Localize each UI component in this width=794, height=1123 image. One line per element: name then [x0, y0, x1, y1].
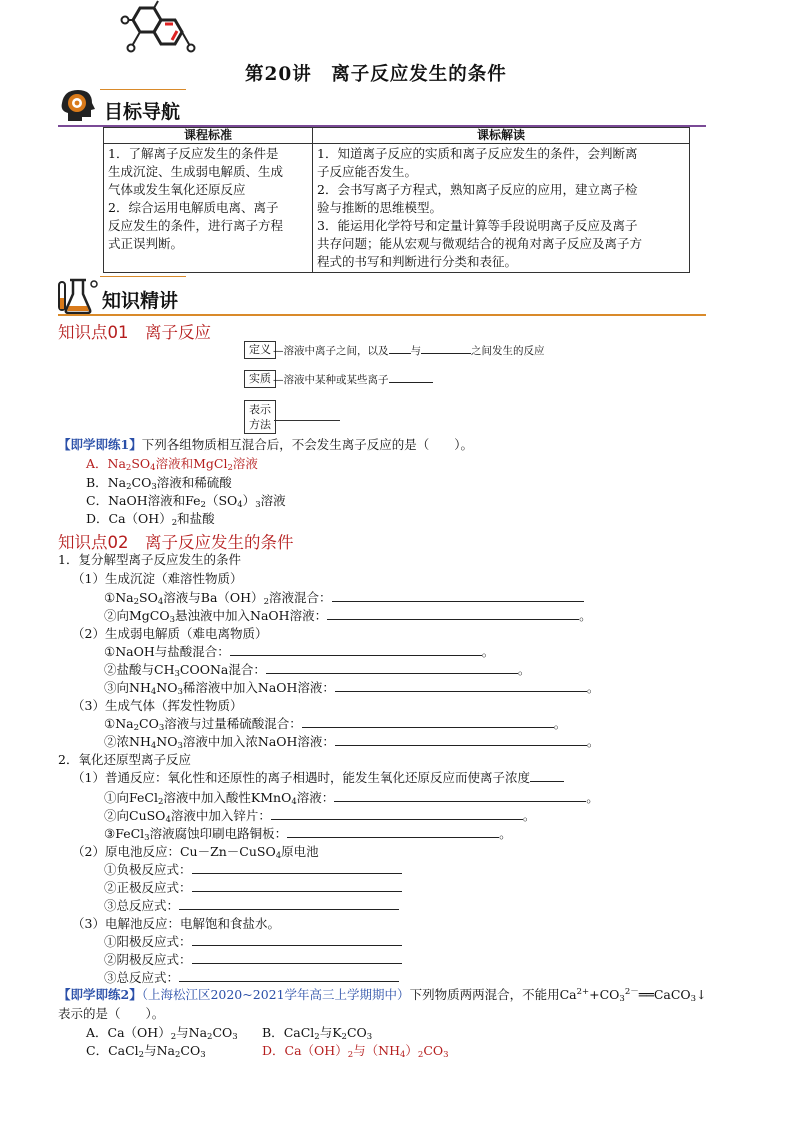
option-letter: C． [86, 1043, 109, 1058]
text: ══CaCO [638, 987, 691, 1002]
kp2-s2: 2．氧化还原型离子反应 [58, 752, 191, 767]
formula-part: CaCl [283, 1025, 315, 1040]
goals-col1-line: 气体或发生氧化还原反应 [108, 182, 246, 197]
practice1-question-text: 下列各组物质相互混合后，不会发生离子反应的是（ ）。 [141, 437, 473, 452]
sup: 2+ [576, 987, 590, 997]
formula-sub: 2 [200, 500, 206, 510]
formula-sub: 2 [417, 1050, 424, 1060]
period: 。 [586, 680, 600, 695]
formula-sub: 2 [171, 518, 178, 528]
goals-col2-header: 课标解读 [313, 128, 690, 144]
answer-blank[interactable] [192, 861, 402, 874]
text: 溶液中加入酸性KMnO [163, 790, 292, 805]
practice1-option-b[interactable] [86, 474, 232, 491]
formula-sub: 3 [255, 500, 261, 510]
text: ②向MgCO [104, 608, 170, 623]
goals-col1-cell [104, 144, 313, 273]
kp2-s2-2 [72, 843, 319, 860]
period: 。 [586, 790, 599, 805]
kp2-s2-2-b [104, 879, 402, 896]
formula-part: 溶液和稀硫酸 [156, 475, 232, 490]
kp1-essence-text: —溶液中某种或某些离子 [273, 374, 389, 386]
formula-sub: 3 [200, 1050, 206, 1060]
sub: 3 [158, 723, 165, 733]
sub: 4 [157, 597, 164, 607]
answer-blank[interactable] [302, 715, 554, 728]
sub: 2 [133, 597, 140, 607]
sub: 3 [177, 687, 183, 697]
option-letter: B． [86, 475, 108, 490]
text: SO [139, 590, 158, 605]
blank [389, 370, 433, 383]
formula-sub: 4 [399, 1050, 406, 1060]
option-letter: B． [262, 1025, 284, 1040]
kp2-s1-3-a [104, 715, 566, 732]
kp2-s1-3-b [104, 733, 599, 750]
kp1-def-box: 定义 [244, 341, 276, 359]
formula-sub: 3 [443, 1050, 449, 1060]
sub: 2 [133, 723, 140, 733]
formula-sub: 2 [126, 482, 132, 492]
kp1-def-text-a: —溶液中离子之间，以及 [273, 345, 389, 357]
formula-part: CO [346, 1025, 367, 1040]
practice2-option-a[interactable] [86, 1024, 238, 1041]
text: ①Na [104, 716, 134, 731]
section-ornament-line [100, 276, 186, 277]
practice2-question [58, 986, 707, 1003]
formula-part: Ca（OH） [107, 1025, 171, 1040]
answer-blank[interactable] [192, 951, 402, 964]
goals-section-title: 目标导航 [104, 101, 181, 123]
text: 溶液中加入浓NaOH溶液： [182, 734, 335, 749]
goals-col2-line: 2．会书写离子方程式，熟知离子反应的应用，建立离子检 [317, 182, 638, 197]
sub: 2 [157, 797, 164, 807]
formula-sub: 2 [125, 463, 132, 473]
text: 溶液中加入锌片： [170, 808, 271, 823]
answer-blank[interactable] [332, 589, 584, 602]
goals-col1-line: 2．综合运用电解质电离、离子 [108, 200, 279, 215]
lab-flask-icon [56, 276, 100, 316]
formula-part: 溶液 [260, 493, 286, 508]
formula-sub: 3 [151, 482, 157, 492]
goals-col2-line: 3．能运用化学符号和定量计算等手段说明离子反应及离子 [317, 218, 638, 233]
period: 。 [481, 644, 495, 659]
period: 。 [499, 826, 512, 841]
formula-part: Na [107, 456, 126, 471]
formula-part: CO [423, 1043, 444, 1058]
practice1-option-d[interactable] [86, 510, 215, 527]
sub: 4 [291, 797, 297, 807]
practice1-tag: 【即学即练1】 [58, 437, 142, 452]
answer-blank[interactable] [271, 807, 523, 820]
formula-sub: 3 [232, 1032, 238, 1042]
answer-blank[interactable] [287, 825, 499, 838]
text: ③总反应式： [104, 970, 180, 985]
kp2-s2-1-b [104, 807, 535, 824]
kp2-s1: 1．复分解型离子反应发生的条件 [58, 552, 241, 567]
goals-col2-line: 共存问题；能从宏观与微观结合的视角对离子反应及离子方 [317, 236, 643, 251]
answer-blank[interactable] [179, 969, 399, 982]
kp2-s2-1-c [104, 825, 512, 842]
answer-blank[interactable] [335, 733, 587, 746]
formula-part: Ca（OH） [284, 1043, 348, 1058]
knowledge-section-title: 知识精讲 [102, 290, 179, 312]
text: NO [156, 680, 178, 695]
formula-part: 与K [319, 1025, 342, 1040]
formula-sub: 2 [170, 1032, 177, 1042]
kp1-essence-box: 实质 [244, 370, 276, 388]
blank [288, 420, 340, 421]
formula-part: Ca（OH） [108, 511, 172, 526]
sub: 3 [690, 994, 697, 1004]
answer-blank[interactable] [530, 769, 564, 782]
formula-part: CaCl [108, 1043, 139, 1058]
text: ①NaOH与盐酸混合： [104, 644, 230, 659]
kp2-s2-2-c [104, 897, 399, 914]
option-letter: A． [86, 1025, 108, 1040]
text: ②阴极反应式： [104, 952, 192, 967]
formula-sub: 2 [314, 1032, 320, 1042]
answer-blank[interactable] [327, 607, 579, 620]
knowledge-divider [58, 314, 706, 316]
kp1-method-label-2: 方法 [249, 418, 271, 431]
goals-col2-line: 1．知道离子反应的实质和离子反应发生的条件，会判断离 [317, 146, 638, 161]
kp1-method-label-1: 表示 [249, 403, 271, 416]
formula-sub: 2 [227, 463, 233, 473]
practice1-option-a[interactable] [86, 455, 258, 472]
sub: 4 [150, 741, 157, 751]
formula-part: 溶液 [232, 456, 258, 471]
goals-col2-line: 程式的书写和判断进行分类和表征。 [317, 254, 518, 269]
formula-sub: 2 [347, 1050, 354, 1060]
kp2-s1-1: （1）生成沉淀（难溶性物质） [72, 571, 243, 586]
practice2-option-d[interactable] [262, 1042, 449, 1059]
text: 溶液混合： [268, 590, 332, 605]
practice2-option-b[interactable] [262, 1024, 372, 1041]
formula-sub: 2 [207, 1032, 213, 1042]
text: ①负极反应式： [104, 862, 192, 877]
sub: 3 [169, 615, 176, 625]
text: 溶液腐蚀印刷电路铜板： [149, 826, 288, 841]
text: NO [156, 734, 178, 749]
text: ①向FeCl [104, 790, 158, 805]
text: CO [139, 716, 159, 731]
section-ornament-line [100, 89, 186, 90]
answer-blank[interactable] [335, 679, 587, 692]
goals-col1-line: 生成沉淀、生成弱电解质、生成 [108, 164, 284, 179]
formula-part: CO [180, 1043, 201, 1058]
sub: 4 [150, 687, 157, 697]
formula-sub: 4 [150, 463, 156, 473]
sub: 3 [144, 833, 150, 843]
goals-col2-cell [313, 144, 690, 273]
period: 。 [586, 734, 600, 749]
text: COONa混合： [179, 662, 266, 677]
practice2-tag: 【即学即练2】 [58, 987, 142, 1002]
goals-col1-line: 1．了解离子反应发生的条件是 [108, 146, 279, 161]
blank [421, 341, 471, 354]
goals-col1-line: 式正误判断。 [108, 236, 184, 251]
page-title: 第20讲 离子反应发生的条件 [245, 64, 507, 85]
blank [389, 341, 411, 354]
text: ②浓NH [104, 734, 151, 749]
sup: 2－ [624, 987, 639, 997]
kp2-s2-1-a [104, 789, 599, 806]
practice1-option-c[interactable] [86, 492, 286, 509]
sub: 4 [165, 815, 171, 825]
kp1-def-text-b: 与 [410, 345, 421, 357]
text: 溶液与过量稀硫酸混合： [164, 716, 302, 731]
answer-blank[interactable] [179, 897, 399, 910]
kp2-title: 知识点02 离子反应发生的条件 [58, 533, 294, 552]
goals-col2-line: 验与推断的思维模型。 [317, 200, 443, 215]
formula-part: SO [131, 456, 151, 471]
formula-part: CO [212, 1025, 233, 1040]
kp2-s1-2: （2）生成弱电解质（难电离物质） [72, 626, 268, 641]
formula-sub: 3 [366, 1032, 373, 1042]
sub: 3 [174, 669, 180, 679]
kp2-s1-3: （3）生成气体（挥发性物质） [72, 698, 243, 713]
formula-part: 与（NH [353, 1043, 400, 1058]
text: 稀溶液中加入NaOH溶液： [182, 680, 335, 695]
goals-table [103, 127, 690, 273]
text: （2）原电池反应：Cu－Zn－CuSO [72, 844, 276, 859]
kp1-method-box [244, 400, 276, 434]
option-letter: D． [86, 511, 109, 526]
period: 。 [553, 716, 567, 731]
option-letter: C． [86, 493, 109, 508]
text: ①Na [104, 590, 134, 605]
formula-part: 与Na [176, 1025, 208, 1040]
text: ③总反应式： [104, 898, 180, 913]
head-target-icon [58, 87, 100, 125]
formula-sub: 2 [138, 1050, 145, 1060]
text: ③向NH [104, 680, 151, 695]
answer-blank[interactable] [230, 643, 482, 656]
kp2-s2-2-a [104, 861, 402, 878]
period: 。 [522, 808, 536, 823]
text: 溶液： [296, 790, 335, 805]
text: +CO [589, 987, 620, 1002]
kp2-s1-1-a [104, 589, 584, 606]
text: ②向CuSO [104, 808, 166, 823]
kp1-essence-line [273, 370, 433, 389]
formula-sub: 2 [174, 1050, 181, 1060]
kp2-s2-3: （3）电解池反应：电解饱和食盐水。 [72, 916, 280, 931]
option-letter: A． [86, 456, 108, 471]
kp2-s2-1 [72, 769, 564, 786]
kp1-title: 知识点01 离子反应 [58, 323, 211, 342]
formula-part: （SO [205, 493, 238, 508]
practice2-question-line2: 表示的是（ ）。 [58, 1006, 165, 1021]
text: 悬浊液中加入NaOH溶液： [175, 608, 328, 623]
kp2-s1-1-b [104, 607, 592, 624]
goals-col1-header: 课程标准 [104, 128, 313, 144]
kp2-s2-3-b [104, 951, 402, 968]
kp2-s2-3-c [104, 969, 399, 986]
kp2-s2-3-a [104, 933, 402, 950]
kp1-def-text-c: 之间发生的反应 [471, 345, 545, 357]
practice2-option-c[interactable] [86, 1042, 206, 1059]
text: 溶液与Ba（OH） [163, 590, 264, 605]
formula-part: 和盐酸 [177, 511, 215, 526]
formula-sub: 4 [237, 500, 243, 510]
practice2-source: （上海松江区2020~2021学年高三上学期期中） [141, 987, 410, 1002]
kp1-def-line [273, 341, 545, 360]
formula-part: 与Na [144, 1043, 175, 1058]
formula-part: CO [131, 475, 152, 490]
formula-part: ） [405, 1043, 418, 1058]
answer-blank[interactable] [192, 933, 402, 946]
text: （1）普通反应：氧化性和还原性的离子相遇时，能发生氧化还原反应而使离子浓度 [72, 770, 530, 785]
period: 。 [579, 608, 592, 623]
formula-part: 溶液和MgCl [155, 456, 228, 471]
text: ②盐酸与CH [104, 662, 175, 677]
sub: 3 [177, 741, 183, 751]
answer-blank[interactable] [334, 789, 586, 802]
sub: 3 [619, 994, 625, 1004]
text: 下列物质两两混合，不能用Ca [409, 987, 577, 1002]
goals-col1-line: 反应发生的条件，进行离子方程 [108, 218, 284, 233]
sub: 4 [275, 851, 282, 861]
text: ②正极反应式： [104, 880, 192, 895]
period: 。 [517, 662, 531, 677]
text: ↓ [696, 987, 707, 1002]
text: 原电池 [281, 844, 319, 859]
sub: 2 [263, 597, 269, 607]
kp2-s1-2-b [104, 661, 530, 678]
formula-part: Na [107, 475, 127, 490]
text: ①阳极反应式： [104, 934, 192, 949]
kp1-method-connector [274, 420, 288, 421]
practice1-question [58, 436, 473, 453]
option-letter: D． [262, 1043, 285, 1058]
text: ③FeCl [104, 826, 145, 841]
answer-blank[interactable] [192, 879, 402, 892]
goals-col2-line: 子反应能否发生。 [317, 164, 418, 179]
kp2-s1-2-c [104, 679, 599, 696]
answer-blank[interactable] [266, 661, 518, 674]
kp2-s1-2-a [104, 643, 494, 660]
formula-part: ） [242, 493, 256, 508]
formula-sub: 2 [341, 1032, 347, 1042]
molecule-logo-icon [118, 0, 200, 60]
formula-part: NaOH溶液和Fe [108, 493, 201, 508]
